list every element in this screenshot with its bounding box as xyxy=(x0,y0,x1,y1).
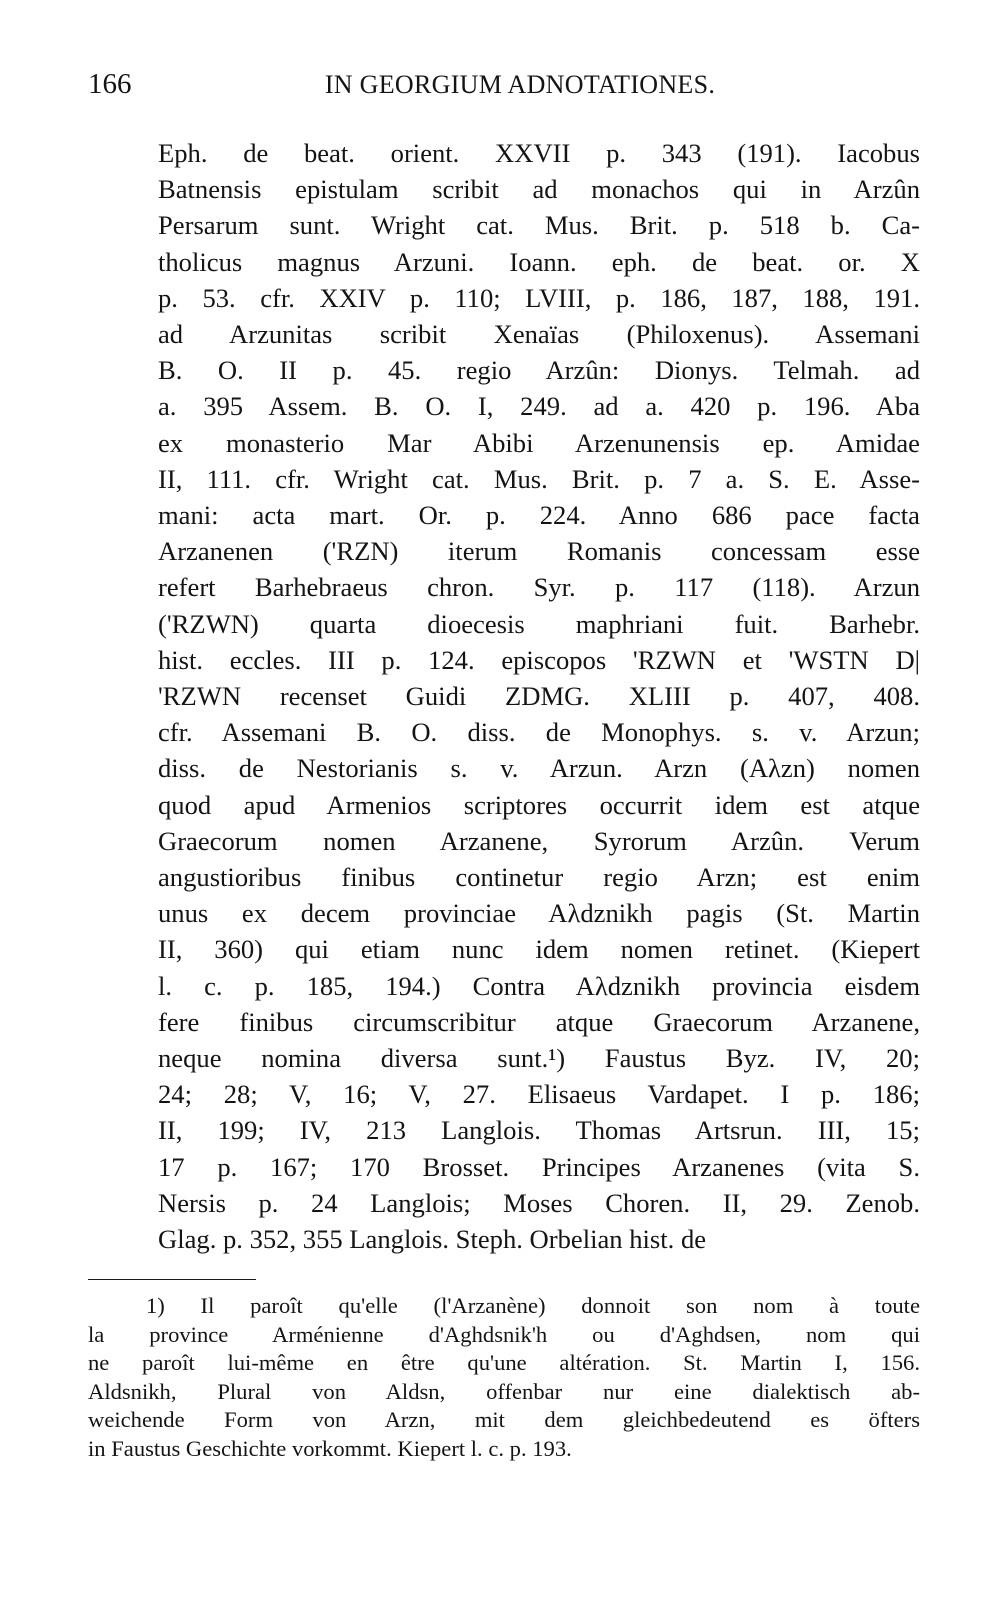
text-line: Arzanenen ('RZN) iterum Romanis concessam esse xyxy=(158,536,920,567)
footnote-block xyxy=(88,1292,920,1464)
text-line: ex monasterio Mar Abibi Arzenunensis ep. Amidae xyxy=(158,427,920,458)
running-title: IN GEORGIUM ADNOTATIONES. xyxy=(324,70,716,99)
text-line: refert Barhebraeus chron. Syr. p. 117 (118). Arzun xyxy=(158,572,920,603)
text-line: angustioribus finibus continetur regio Arzn; est enim xyxy=(158,862,920,893)
text-line: fere finibus circumscribitur atque Graecorum Arzanene, xyxy=(158,1006,920,1037)
text-line: ad Arzunitas scribit Xenaïas (Philoxenus). Assemani xyxy=(158,319,920,350)
footnote-divider xyxy=(88,1279,256,1280)
footnote-line: Aldsnikh, Plural von Aldsn, offenbar nur eine dialektisch ab- xyxy=(88,1378,920,1404)
footnote-line: weichende Form von Arzn, mit dem gleichbedeutend es öfters xyxy=(88,1407,920,1433)
text-line: II, 111. cfr. Wright cat. Mus. Brit. p. 7 a. S. E. Asse- xyxy=(158,463,920,494)
footnote-line: ne paroît lui-même en être qu'une altération. St. Martin I, 156. xyxy=(88,1350,920,1376)
text-line: l. c. p. 185, 194.) Contra Aλdznikh provincia eisdem xyxy=(158,970,920,1001)
text-line: tholicus magnus Arzuni. Ioann. eph. de beat. or. X xyxy=(158,246,920,277)
text-line: diss. de Nestorianis s. v. Arzun. Arzn (Aλzn) nomen xyxy=(158,753,920,784)
text-line: neque nomina diversa sunt.¹) Faustus Byz. IV, 20; xyxy=(158,1043,920,1074)
text-line: ('RZWN) quarta dioecesis maphriani fuit. Barhebr. xyxy=(158,608,920,639)
text-line: 17 p. 167; 170 Brosset. Principes Arzanenes (vita S. xyxy=(158,1151,920,1182)
text-line: Eph. de beat. orient. XXVII p. 343 (191). Iacobus xyxy=(158,138,920,168)
footnote-line: in Faustus Geschichte vorkommt. Kiepert l. c. p. 193. xyxy=(88,1435,572,1461)
text-line: Batnensis epistulam scribit ad monachos qui in Arzûn xyxy=(158,174,920,205)
text-line: a. 395 Assem. B. O. I, 249. ad a. 420 p. 196. Aba xyxy=(158,391,920,422)
text-line: II, 199; IV, 213 Langlois. Thomas Artsrun. III, 15; xyxy=(158,1115,920,1146)
text-line: Persarum sunt. Wright cat. Mus. Brit. p. 518 b. Ca- xyxy=(158,210,920,241)
text-line: Graecorum nomen Arzanene, Syrorum Arzûn. Verum xyxy=(158,825,920,856)
footnote-line: la province Arménienne d'Aghdsnik'h ou d'Aghdsen, nom qui xyxy=(88,1321,920,1347)
text-line: B. O. II p. 45. regio Arzûn: Dionys. Telmah. ad xyxy=(158,355,920,386)
text-line: quod apud Armenios scriptores occurrit idem est atque xyxy=(158,789,920,820)
main-text-block xyxy=(158,135,920,1257)
text-line: 'RZWN recenset Guidi ZDMG. XLIII p. 407, 408. xyxy=(158,681,920,712)
text-line: Nersis p. 24 Langlois; Moses Choren. II, 29. Zenob. xyxy=(158,1187,920,1218)
text-line: 24; 28; V, 16; V, 27. Elisaeus Vardapet. I p. 186; xyxy=(158,1079,920,1110)
text-line: p. 53. cfr. XXIV p. 110; LVIII, p. 186, 187, 188, 191. xyxy=(158,282,920,313)
page-number: 166 xyxy=(88,68,132,100)
footnote-line: 1) Il paroît qu'elle (l'Arzanène) donnoit son nom à toute xyxy=(146,1293,920,1318)
text-line: unus ex decem provinciae Aλdznikh pagis (St. Martin xyxy=(158,898,920,929)
text-line: II, 360) qui etiam nunc idem nomen retinet. (Kiepert xyxy=(158,934,920,965)
text-line: mani: acta mart. Or. p. 224. Anno 686 pace facta xyxy=(158,500,920,531)
text-line: hist. eccles. III p. 124. episcopos 'RZWN et 'WSTN D| xyxy=(158,644,920,675)
text-line: cfr. Assemani B. O. diss. de Monophys. s. v. Arzun; xyxy=(158,717,920,748)
text-line: Glag. p. 352, 355 Langlois. Steph. Orbelian hist. de xyxy=(158,1224,707,1255)
